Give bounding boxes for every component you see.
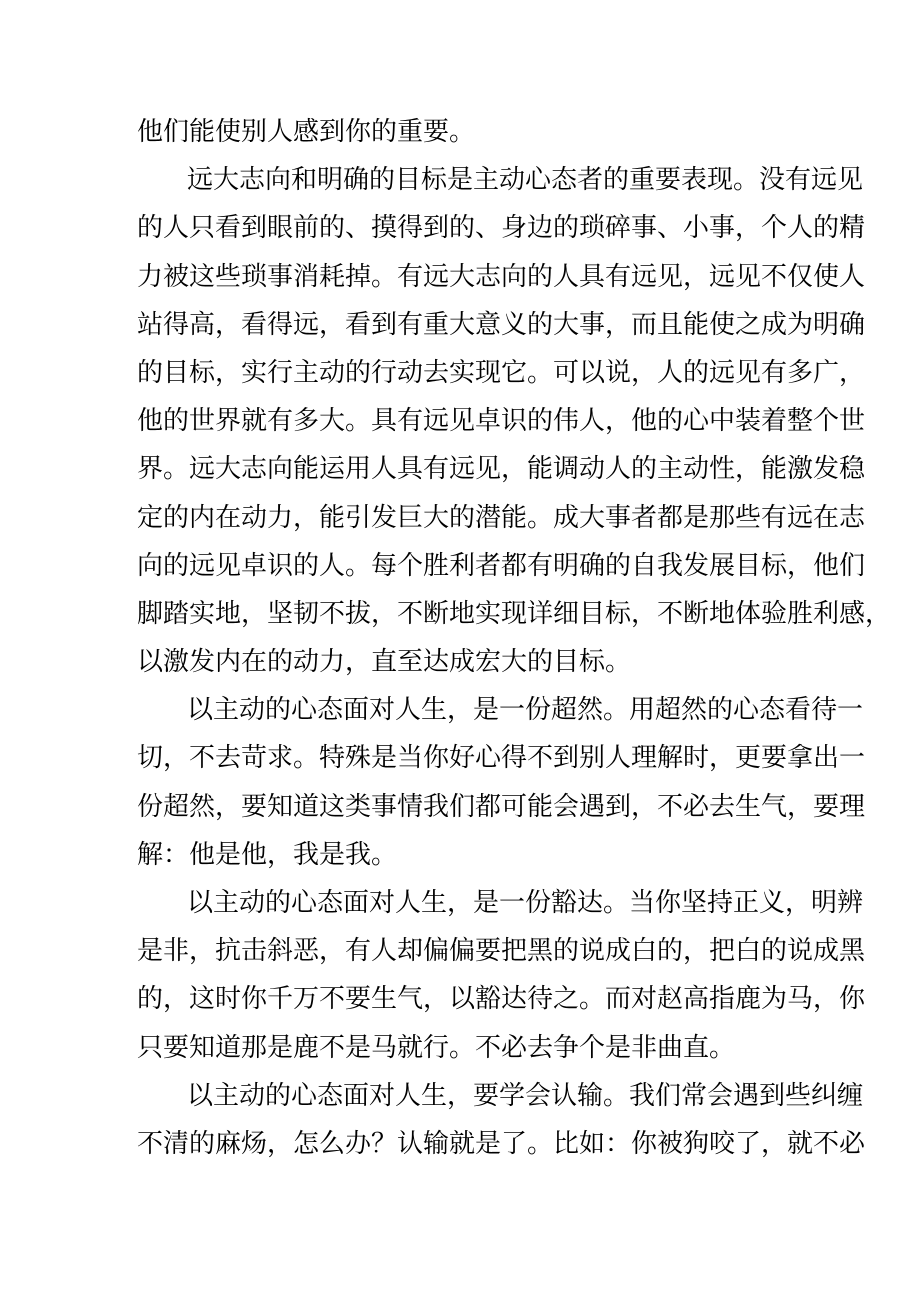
text-line: 以激发内在的动力，直至达成宏大的目标。 xyxy=(137,647,632,678)
text-line: 以主动的心态面对人生，要学会认输。我们常会遇到些纠缠 xyxy=(187,1080,864,1111)
text-line: 定的内在动力，能引发巨大的潜能。成大事者都是那些有远在志 xyxy=(137,502,866,533)
text-line: 远大志向和明确的目标是主动心态者的重要表现。没有远见 xyxy=(187,165,864,196)
text-line: 他的世界就有多大。具有远见卓识的伟人，他的心中装着整个世 xyxy=(137,406,866,437)
text-line: 不清的麻炀，怎么办？认输就是了。比如：你被狗咬了，就不必 xyxy=(137,1128,866,1159)
text-line: 以主动的心态面对人生，是一份豁达。当你坚持正义，明辨 xyxy=(187,888,864,918)
text-line: 以主动的心态面对人生，是一份超然。用超然的心态看待一 xyxy=(187,695,864,726)
text-line: 站得高，看得远，看到有重大意义的大事，而且能使之成为明确 xyxy=(137,309,866,340)
text-line: 只要知道那是鹿不是马就行。不必去争个是非曲直。 xyxy=(137,1032,736,1063)
text-line: 切，不去苛求。特殊是当你好心得不到别人理解时，更要拿出一 xyxy=(137,743,866,774)
document-body xyxy=(137,108,892,1168)
text-line: 的，这时你千万不要生气，以豁达待之。而对赵高指鹿为马，你 xyxy=(137,984,866,1015)
text-line: 脚踏实地，坚韧不拔，不断地实现详细目标，不断地体验胜利感， xyxy=(137,598,892,629)
text-line: 的目标，实行主动的行动去实现它。可以说，人的远见有多广， xyxy=(137,357,866,388)
text-line: 的人只看到眼前的、摸得到的、身边的琐碎事、小事，个人的精 xyxy=(137,213,866,244)
text-line: 界。远大志向能运用人具有远见，能调动人的主动性，能激发稳 xyxy=(137,454,866,485)
text-line: 是非，抗击斜恶，有人却偏偏要把黑的说成白的，把白的说成黑 xyxy=(137,936,866,967)
text-line: 向的远见卓识的人。每个胜利者都有明确的自我发展目标，他们 xyxy=(137,550,866,581)
text-line: 份超然，要知道这类事情我们都可能会遇到，不必去生气，要理 xyxy=(137,791,866,822)
text-line: 力被这些琐事消耗掉。有远大志向的人具有远见，远见不仅使人 xyxy=(137,261,866,292)
text-line: 解：他是他，我是我。 xyxy=(137,839,398,870)
text-line: 他们能使别人感到你的重要。 xyxy=(137,117,476,147)
